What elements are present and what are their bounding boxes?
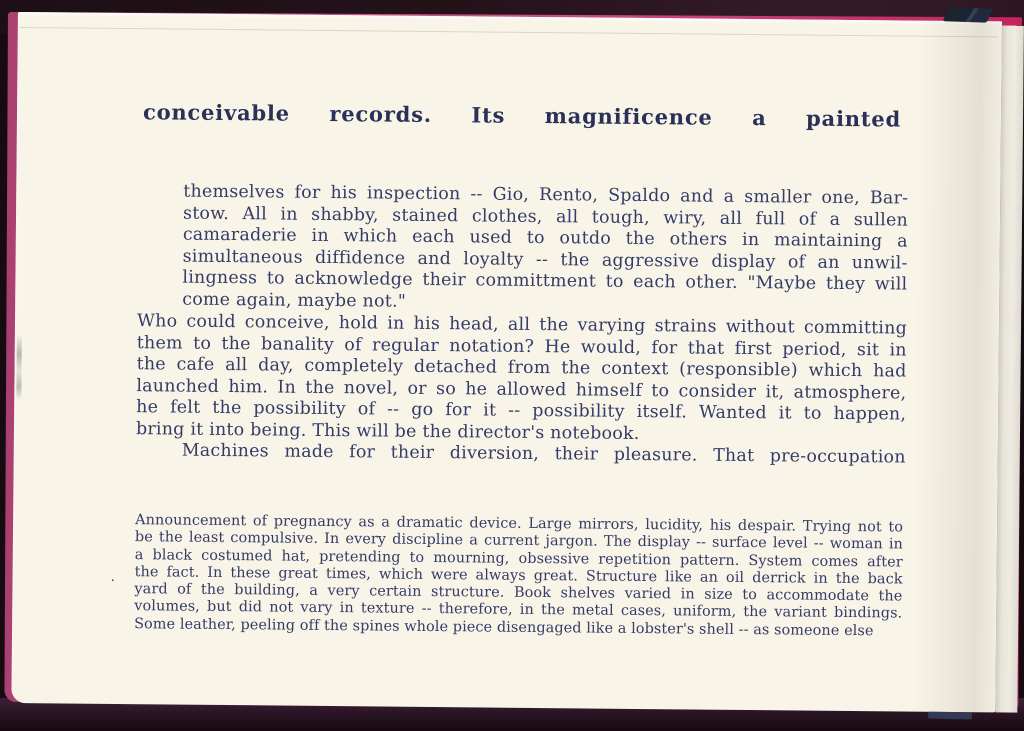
open-book-page (11, 12, 1024, 713)
text-line: simultaneous diffidence and loyalty -- the aggressive display of an unwil- (182, 246, 908, 274)
text-line: Some leather, peeling off the spines whole piece disengaged like a lobster's shell -- as someone else (134, 615, 874, 640)
page-top-edge-line (20, 27, 998, 37)
text-line: yard of the building, a very certain structure. Book shelves varied in size to accommodate the (134, 581, 903, 605)
paragraph-conceive (136, 311, 907, 447)
text-line: launched him. In the novel, or so he allowed himself to consider it, atmosphere, (136, 375, 907, 404)
page-edge-smudge (16, 334, 22, 400)
running-header: conceivable records. Its magnificence a painted (142, 99, 902, 132)
page-curl-shadow (911, 21, 1002, 713)
text-line: lingness to acknowledge their committment to each other. "Maybe they will (182, 267, 908, 295)
bottom-right-dash-mark (928, 712, 972, 720)
margin-dot-mark: . (110, 568, 116, 585)
text-line: the cafe all day, completely detached from the context (responsible) which had (136, 354, 907, 382)
paragraph-announcement (134, 512, 903, 640)
text-line: camaraderie in which each used to outdo the others in maintaining a (182, 224, 908, 252)
text-line: a black costumed hat, pretending to mourning, obsessive repetition pattern. System comes after (134, 546, 903, 571)
text-line: them to the banality of regular notation? He would, for that first period, sit in (136, 332, 907, 361)
text-line: be the least compulsive. In every discipline a current jargon. The display -- surface level -- woman in (134, 529, 904, 553)
dark-tab-mark (943, 7, 994, 22)
page-paper (11, 12, 1002, 712)
text-line: come again, maybe not." (182, 289, 407, 312)
text-line: bring it into being. This will be the director's notebook. (135, 418, 640, 444)
text-line: stow. All in shabby, stained clothes, all tough, wiry, all full of a sullen (182, 203, 909, 231)
text-line: Announcement of pregnancy as a dramatic device. Large mirrors, lucidity, his despair. Trying not to (135, 512, 904, 536)
text-line: he felt the possibility of -- go for it -- possibility itself. Wanted it to happen, (136, 397, 907, 425)
text-line: themselves for his inspection -- Gio, Rento, Spaldo and a smaller one, Bar- (183, 181, 909, 209)
paragraph-inspection (182, 182, 908, 318)
text-line: Who could conceive, hold in his head, all the varying strains without committing (136, 311, 908, 339)
paragraph-machines: Machines made for their diversion, their pleasure. That pre-occupation (181, 440, 906, 468)
text-line: volumes, but did not vary in texture -- therefore, in the metal cases, uniform, the variant bindings. (134, 598, 903, 622)
text-line: the fact. In these great times, which were always great. Structure like an oil derrick in the back (134, 564, 903, 588)
